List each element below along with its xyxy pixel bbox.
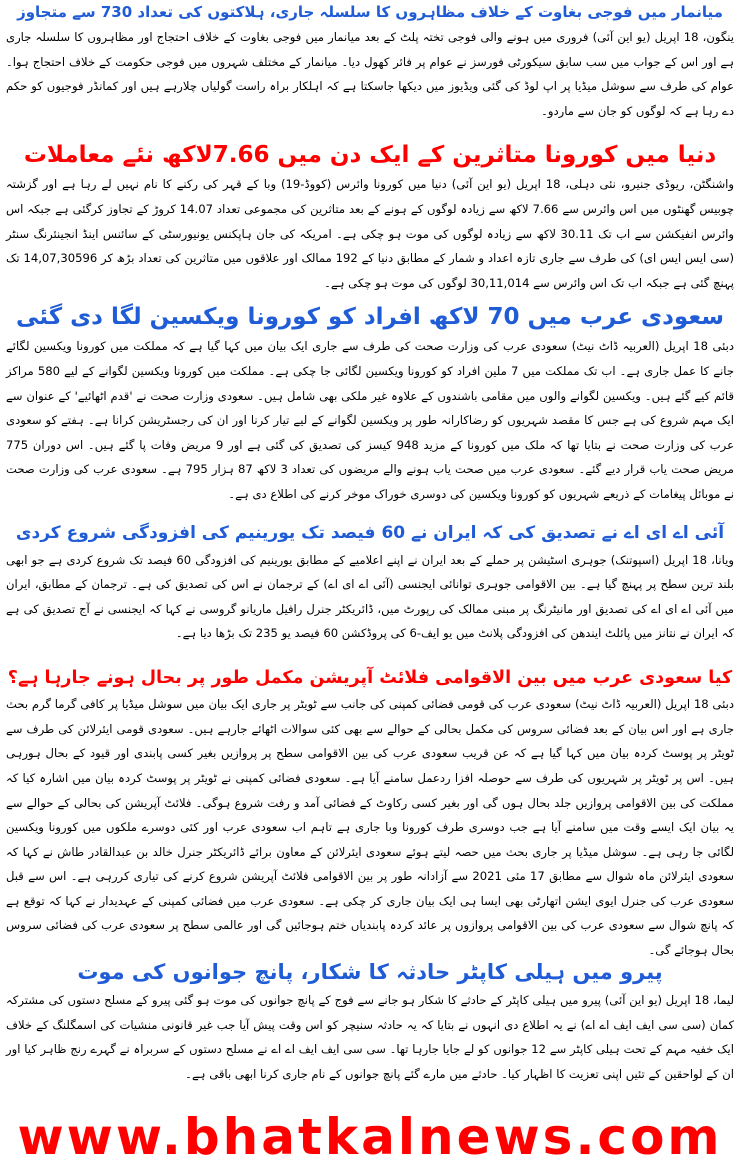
article-body: واشنگٹن، ریوڈی جنیرو، نئی دہلی، 18 اپریل (یو این آئی) دنیا میں کورونا وائرس (کووڈ-19) وبا کے قہر کی رکنے کا نام نہیں لے رہا ہے اور گزشتہ چوبیس گھنٹوں میں اس وائرس سے 7.66 لاکھ سے زیادہ لوگوں کے ہونے کے بعد متاثرین کی مجموعی تعداد 14.07 کروڑ کے تجاوز کرگئی ہے جبکہ اس وائرس انفیکشن سے اب تک 30.11 لاکھ سے زیادہ لوگوں کی موت ہو چکی ہے۔ امریکہ کی جان ہاپکنس یونیورسٹی کے سائنس اینڈ انجینئرنگ سنٹر (سی ایس ایس ای) کی طرف سے جاری تازہ اعداد و شمار کے مطابق دنیا کے 192 ممالک اور علاقوں میں متاثرین کی تعداد بڑھ کر 14,07,30596 تک پہنچ گئی ہے جبکہ اب تک اس وائرس سے 30,11,014 لوگوں کی موت ہو چکی ہے۔ bbox=[6, 177, 734, 290]
headline: دنیا میں کورونا متاثرین کے ایک دن میں 7.66لاکھ نئے معاملات bbox=[23, 142, 717, 168]
article-myanmar bbox=[6, 4, 734, 123]
headline: میانمار میں فوجی بغاوت کے خلاف مظاہروں کا سلسلہ جاری، ہلاکتوں کی تعداد 730 سے متجاوز bbox=[17, 3, 723, 21]
article-body: دبئی 18 اپریل (العربیہ ڈاٹ نیٹ) سعودی عرب کی قومی فضائی کمپنی کی جانب سے ٹویٹر پر جاری ایک بیان میں سوشل میڈیا پر کافی گرما گرم بحث جاری ہے اور اس بیان کے بعد فضائی سروس کی مکمل بحالی کے حوالے سے بھی کئی سوالات اٹھائے جارہے ہیں۔ سعودی قومی ایئرلائن کی طرف سے ٹویٹر پر پوسٹ کردہ بیان میں کہا گیا ہے کہ عن قریب سعودی عرب کی بین الاقوامی سطح پر پروازیں بغیر کسی پابندی اور قیود کے بحال ہورہی ہیں۔ اس پر ٹویٹر پر شہریوں کی طرف سے حوصلہ افزا ردعمل سامنے آیا ہے۔ سعودی فضائی کمپنی نے ٹویٹر پر پوسٹ کردہ بیان میں اشارہ کیا کہ مملکت کی بین الاقوامی پروازیں جلد بحال ہوں گی اور بغیر کسی رکاوٹ کے فضائی آمد و رفت شروع ہوگی۔ فلائٹ آپریشن کی بحالی کے حوالے سے یہ بیان ایک ایسے وقت میں سامنے آیا ہے جب دوسری طرف کورونا وبا جاری ہے تاہم اب سعودی عرب اور کئی دوسرے ملکوں میں کورونا ویکسین لگائی جا رہی ہے۔ سوشل میڈیا پر جاری بحث میں حصہ لیتے ہوئے سعودی ایئرلائن کے معاون برائے ڈائریکٹر جنرل خالد بن عبدالقادر طاش نے کہا کہ سعودی ایئرلائن ماہ شوال سے مطابق 17 مئی 2021 سے آزادانہ طور پر بین الاقوامی فلائٹ آپریشن شروع کرنے کی تیاری کررہی ہے۔ اس سے قبل سعودی عرب کی جنرل ایوی ایشن اتھارٹی بھی ایسا ہی ایک بیان جاری کر چکی ہے۔ سعودی عرب میں فضائی کمپنی کے عہدیدار نے کہا کہ توقع ہے کہ پانچ شوال سے سعودی عرب کی بین الاقوامی پروازوں پر عائد کردہ پابندیاں ختم ہوجائیں گی اور عالمی سطح پر سعودی عرب کی فضائی سروس بحال ہوجائے گی۔ bbox=[6, 697, 734, 958]
article-body: ینگون، 18 اپریل (یو این آئی) فروری میں ہونے والی فوجی تختہ پلٹ کے بعد میانمار میں فوجی بغاوت کے خلاف احتجاج اور مظاہروں کا سلسلہ جاری ہے اور اس کے جواب میں سب سابق سیکورٹی فورسز نے عوام پر فائر کھول دیا۔ میانمار کے مختلف شہروں میں فوجی حکومت کے خلاف احتجاج ہوا۔ عوام کی طرف سے سوشل میڈیا پر اپ لوڈ کی گئی ویڈیوز میں دیکھا جاسکتا ہے کہ اہلکار براہ راست گولیاں چلارہے ہیں اور کمانڈر فوجیوں کو حکم دے رہا ہے کہ لوگوں کو جان سے ماردو۔ bbox=[6, 30, 734, 119]
article-body: ویانا، 18 اپریل (اسپوتنک) جوہری اسٹیشن پر حملے کے بعد ایران نے اپنے اعلامیے کے مطابق یورینیم کی افزودگی 60 فیصد تک شروع کردی ہے جو ابھی بلند ترین سطح پر پہنچ گیا ہے۔ بین الاقوامی جوہری توانائی ایجنسی (آئی اے ای اے) کے ترجمان نے اس کی تصدیق کی ہے۔ ترجمان کے مطابق، ایران میں آئی اے ای اے کی تصدیق اور مانیٹرنگ پر مبنی ممالک کی رپورٹ میں، ڈائریکٹر جنرل رافیل ماریانو گروسی نے کہا کہ ایجنسی نے آج تصدیق کی ہے کہ ایران نے نتانز میں پائلٹ ایندھن کی افزودگی پلانٹ میں یو ایف-6 کی پروڈکشن 60 فیصد یو 235 تک بڑھا دیا ہے۔ bbox=[6, 552, 735, 641]
site-url-banner: www.bhatkalnews.com bbox=[17, 1108, 723, 1166]
headline: کیا سعودی عرب میں بین الاقوامی فلائٹ آپریشن مکمل طور پر بحال ہونے جارہا ہے؟ bbox=[7, 668, 733, 688]
article-iran-iaea bbox=[6, 524, 734, 646]
headline: سعودی عرب میں 70 لاکھ افراد کو کورونا ویکسین لگا دی گئی bbox=[16, 304, 724, 330]
headline: پیرو میں ہیلی کاپٹر حادثہ کا شکار، پانچ جوانوں کی موت bbox=[77, 960, 663, 984]
article-corona-world bbox=[6, 142, 734, 294]
article-body: لیما، 18 اپریل (یو این آئی) پیرو میں ہیلی کاپٹر کے حادثے کا شکار ہو جانے سے فوج کے پانچ جوانوں کی موت ہو گئی پیرو کے مسلح دستوں کی مشترکہ کمان (سی سی ایف ایف اے اے) نے یہ اطلاع دی انہوں نے بتایا کہ یہ حادثہ سنیچر کو اس وقت پیش آیا جب غیر قانونی منشیات کی اسمگلنگ کے خلاف ایک خفیہ مہم کے تحت ہیلی کاپٹر سے 12 جوانوں کو لے جایا جارہا تھا۔ سی سی ایف ایف اے اے نے مسلح دستوں کے سربراہ نے گہرے رنج ظاہر کیا اور ان کے لواحقین کے تئیں اپنی تعزیت کا اظہار کیا۔ حادثے میں مارے گئے پانچ جوانوں کے نام جاری کرنا ابھی باقی ہے۔ bbox=[6, 993, 735, 1081]
article-body: دبئی 18 اپریل (العربیہ ڈاٹ نیٹ) سعودی عرب کی وزارت صحت کی طرف سے جاری ایک بیان میں کہا گیا ہے کہ مملکت میں کورونا ویکسین لگائے جانے کا عمل جاری ہے۔ اب تک مملکت میں 7 ملین افراد کو کورونا ویکسین لگائی جا چکی ہے۔ مملکت میں کورونا ویکسین لگوانے کے لیے 580 مراکز قائم کیے گئے ہیں۔ ویکسین لگوانے والوں میں مقامی باشندوں کے علاوہ غیر ملکی بھی شامل ہیں۔ سعودی وزارت صحت نے 'قدم اٹھائیے' کے عنوان سے ایک مہم شروع کی ہے جس کا مقصد شہریوں کو رضاکارانہ طور پر ویکسین لگوانے کے لیے تیار کرنا اور ان کی رجسٹریشن کرانا ہے۔ ہفتے کو سعودی عرب کی وزارت صحت نے بتایا تھا کہ ملک میں کورونا کے مزید 948 کیسز کی تصدیق کی گئی ہے اور 9 مریض وفات پا گئے ہیں۔ اس دوران 775 مریض صحت یاب قرار دیے گئے۔ سعودی عرب میں صحت یاب ہونے والے مریضوں کی تعداد 3 لاکھ 87 ہزار 795 ہے۔ سعودی عرب کی وزارت صحت نے موبائل پیغامات کے ذریعے شہریوں کو کورونا ویکسین کی دوسری خوراک موخر کرنے کی اطلاع دی ہے۔ bbox=[6, 339, 735, 501]
article-saudi-vaccine bbox=[6, 304, 734, 506]
article-saudi-flights bbox=[6, 668, 734, 958]
headline: آئی اے ای اے نے تصدیق کی کہ ایران نے 60 فیصد تک یورینیم کی افزودگی شروع کردی bbox=[15, 523, 725, 543]
article-peru-helicopter bbox=[6, 960, 735, 1081]
